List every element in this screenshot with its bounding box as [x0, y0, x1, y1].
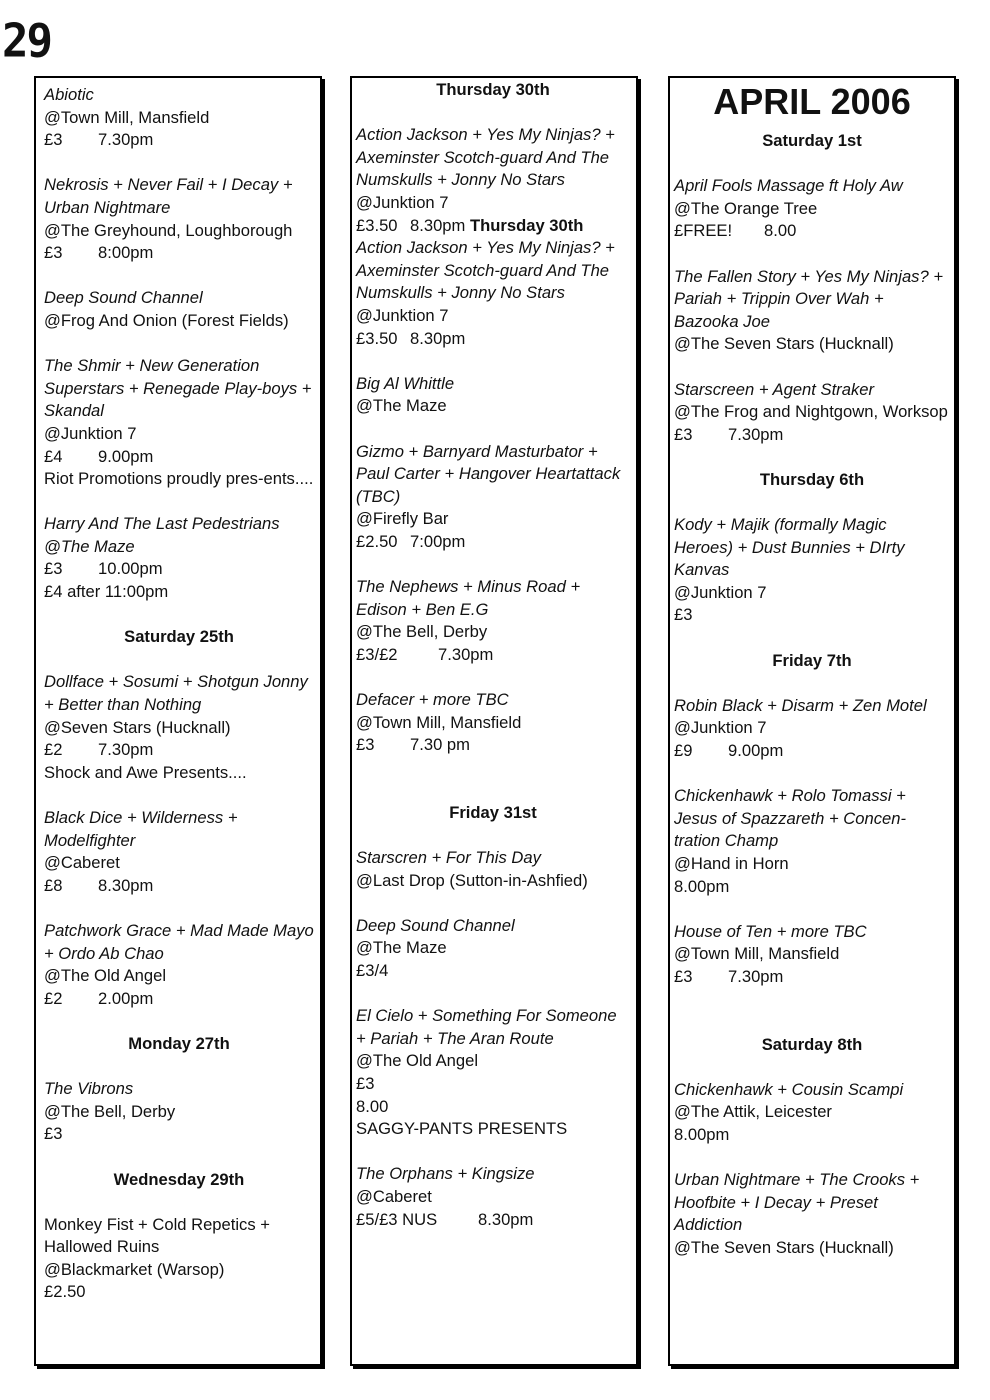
gig-time: 9.00pm [728, 741, 784, 761]
gig-promoter-note: Riot Promotions proudly pres-ents.... [44, 469, 314, 489]
gig-price: £3/£2 [356, 644, 398, 664]
gig-time: 8.30pm [410, 328, 466, 348]
gig-time: 9.00pm [98, 446, 154, 466]
gig-bands: Defacer + more TBC [356, 690, 509, 710]
gig-entry [356, 915, 630, 983]
gig-venue: @Junktion 7 [674, 718, 767, 738]
gig-extra-price: £4 after 11:00pm [44, 582, 169, 602]
gig-bands: The Vibrons [44, 1079, 134, 1099]
gig-time: 8:00pm [98, 243, 154, 263]
gig-entry [44, 174, 314, 264]
gig-price: £2.50 [44, 1282, 86, 1302]
gig-bands: Action Jackson + Yes My Ninjas? + Axeminster Scotch-guard And The Numskulls + Jonny No Stars [356, 125, 615, 190]
gig-venue: @Junktion 7 [674, 582, 767, 602]
gig-price-time [44, 988, 314, 1011]
gig-entry [44, 920, 314, 1010]
gig-price: £2 [44, 988, 63, 1008]
gig-price-time [674, 220, 950, 243]
gig-entry [44, 1078, 314, 1146]
gig-time: 10.00pm [98, 559, 163, 579]
gig-venue: @Junktion 7 [356, 305, 449, 325]
gig-price: £4 [44, 446, 63, 466]
gig-price-time [356, 531, 630, 554]
gig-venue: @The Maze [356, 938, 447, 958]
gig-time: 8.30pm [98, 875, 154, 895]
gig-venue: @Last Drop (Sutton-in-Ashfied) [356, 870, 588, 890]
gig-price: £3 [356, 1073, 375, 1093]
gig-bands: Patchwork Grace + Mad Made Mayo + Ordo Ab Chao [44, 920, 314, 963]
gig-entry [44, 84, 314, 152]
gig-bands: Chickenhawk + Rolo Tomassi + Jesus of Spazzareth + Concen-tration Champ [674, 786, 906, 851]
gig-bands: Gizmo + Barnyard Masturbator + Paul Carter + Hangover Heartattack (TBC) [356, 441, 621, 506]
gig-price: £3 [44, 559, 63, 579]
gig-bands: April Fools Massage ft Holy Aw [674, 176, 903, 196]
gig-price-time [356, 734, 630, 757]
gig-venue: @The Old Angel [356, 1051, 479, 1071]
date-heading: Friday 7th [772, 650, 852, 670]
gig-venue: @The Bell, Derby [44, 1101, 176, 1121]
gig-venue: @The Bell, Derby [356, 622, 488, 642]
gig-time: 8.30pm [410, 215, 466, 235]
gig-time: 7.30 pm [410, 735, 470, 755]
gig-price-time [674, 424, 950, 447]
date-heading-inline: Thursday 30th [469, 215, 584, 235]
gig-venue: @Junktion 7 [44, 423, 137, 443]
gig-venue: @Town Mill, Mansfield [674, 944, 840, 964]
gig-price: £3 [44, 243, 63, 263]
gig-time: 2.00pm [98, 988, 154, 1008]
gig-price: £3.50 [356, 328, 398, 348]
gig-price-time [356, 328, 630, 351]
page-number: 29 [2, 14, 51, 69]
gig-venue: @Town Mill, Mansfield [44, 107, 210, 127]
gig-bands: Action Jackson + Yes My Ninjas? + Axeminster Scotch-guard And The Numskulls + Jonny No Stars [356, 238, 615, 303]
gig-price: £3 [674, 605, 693, 625]
gig-promoter-note: SAGGY-PANTS PRESENTS [356, 1119, 568, 1139]
gig-venue: @The Seven Stars (Hucknall) [674, 1237, 894, 1257]
gig-venue: @Seven Stars (Hucknall) [44, 717, 231, 737]
gig-bands: Kody + Majik (formally Magic Heroes) + Dust Bunnies + DIrty Kanvas [674, 515, 905, 580]
gig-venue: @Caberet [44, 853, 120, 873]
gig-bands: Harry And The Last Pedestrians [44, 514, 280, 534]
date-heading: Thursday 6th [759, 469, 865, 489]
gig-bands: The Shmir + New Generation Superstars + Renegade Play-boys + Skandal [44, 356, 312, 421]
gig-venue: @Junktion 7 [356, 192, 449, 212]
date-heading: Thursday 30th [436, 80, 550, 99]
gig-time: 7.30pm [438, 644, 494, 664]
gig-entry [356, 1163, 630, 1231]
gig-entry [356, 576, 630, 666]
gig-bands: Starscreen + Agent Straker [674, 379, 874, 399]
gig-price-time [44, 242, 314, 265]
gig-bands: Big Al Whittle [356, 373, 455, 393]
gig-venue: @Firefly Bar [356, 509, 449, 529]
gig-venue: @The Orange Tree [674, 198, 818, 218]
gig-bands: El Cielo + Something For Someone + Pariah + The Aran Route [356, 1006, 617, 1048]
gig-entry [44, 1214, 314, 1304]
gig-venue: @The Maze [44, 536, 135, 556]
listings-column-3 [668, 76, 956, 1366]
gig-entry [674, 514, 950, 627]
gig-time: 7.30pm [98, 130, 154, 150]
gig-price: £2.50 [356, 531, 398, 551]
date-heading: Wednesday 29th [113, 1169, 245, 1189]
gig-promoter-note: Shock and Awe Presents.... [44, 762, 247, 782]
gig-price: £3 [44, 130, 63, 150]
gig-venue: @The Greyhound, Loughborough [44, 220, 293, 240]
gig-price-time [356, 1209, 630, 1232]
gig-time: 8.30pm [478, 1209, 534, 1229]
gig-entry [356, 847, 630, 892]
gig-entry [44, 671, 314, 784]
gig-bands: The Fallen Story + Yes My Ninjas? + Pariah + Trippin Over Wah + Bazooka Joe [674, 266, 944, 331]
gig-entry [44, 355, 314, 491]
gig-bands: Urban Nightmare + The Crooks + Hoofbite + I Decay + Preset Addiction [674, 1170, 920, 1235]
gig-price: £3 [674, 424, 693, 444]
gig-price: £3 [44, 1124, 63, 1144]
gig-price: £8 [44, 875, 63, 895]
gig-price: £5/£3 NUS [356, 1209, 438, 1229]
gig-venue: @Hand in Horn [674, 854, 789, 873]
gig-time: 8.00 [356, 1096, 389, 1116]
gig-entry [674, 175, 950, 243]
gig-venue: @The Old Angel [44, 966, 167, 986]
gig-entry [356, 237, 630, 350]
gig-time: 7.30pm [728, 966, 784, 986]
gig-entry [674, 695, 950, 763]
gig-entry [356, 1005, 630, 1141]
gig-price-time [674, 740, 950, 763]
date-heading: Saturday 8th [761, 1034, 863, 1054]
gig-entry [44, 513, 314, 603]
gig-bands: The Orphans + Kingsize [356, 1164, 535, 1184]
gig-time: 8.00 [764, 221, 797, 241]
date-heading: Saturday 25th [124, 627, 234, 647]
gig-bands: Deep Sound Channel [356, 915, 515, 935]
gig-bands: Abiotic [44, 85, 94, 104]
gig-price: £3/4 [356, 960, 389, 980]
listings-column-2 [350, 76, 638, 1366]
gig-price-time [674, 966, 950, 989]
gig-bands: Chickenhawk + Cousin Scampi [674, 1079, 904, 1099]
gig-price-time [44, 558, 314, 581]
date-heading: Monday 27th [128, 1033, 230, 1053]
gig-venue: @The Frog and Nightgown, Worksop [674, 402, 948, 422]
listings-column-1 [34, 76, 322, 1366]
gig-price: £3 [356, 735, 375, 755]
gig-price-time [356, 215, 630, 238]
gig-bands: Monkey Fist + Cold Repetics + Hallowed Ruins [44, 1214, 270, 1257]
gig-entry [674, 785, 950, 898]
gig-price-time [44, 739, 314, 762]
gig-bands: Nekrosis + Never Fail + I Decay + Urban Nightmare [44, 175, 293, 217]
gig-entry [674, 921, 950, 989]
date-heading: Friday 31st [449, 802, 537, 822]
gig-venue: @Frog And Onion (Forest Fields) [44, 310, 289, 330]
date-heading: Saturday 1st [762, 131, 862, 150]
gig-price-time [356, 644, 630, 667]
gig-venue: @The Attik, Leicester [674, 1102, 832, 1122]
gig-entry [356, 689, 630, 757]
gig-price-time [44, 446, 314, 469]
gig-price-time [44, 875, 314, 898]
gig-bands: Black Dice + Wilderness + Modelfighter [44, 808, 238, 850]
gig-bands: Robin Black + Disarm + Zen Motel [674, 695, 927, 715]
gig-bands: Starscren + For This Day [356, 848, 541, 867]
gig-price: £9 [674, 741, 693, 761]
gig-price: £3 [674, 966, 693, 986]
gig-entry [44, 287, 314, 332]
gig-time: 7.30pm [98, 740, 154, 760]
gig-entry [356, 441, 630, 554]
gig-entry [674, 1169, 950, 1259]
gig-time: 8.00pm [674, 1124, 730, 1144]
gig-time: 7:00pm [410, 531, 466, 551]
gig-entry [674, 266, 950, 356]
gig-bands: The Nephews + Minus Road + Edison + Ben E.G [356, 577, 581, 619]
gig-venue: @The Maze [356, 396, 447, 416]
gig-bands: Deep Sound Channel [44, 288, 203, 308]
gig-venue: @Blackmarket (Warsop) [44, 1259, 225, 1279]
gig-venue: @The Seven Stars (Hucknall) [674, 334, 894, 354]
gig-time: 7.30pm [728, 424, 784, 444]
gig-entry [44, 807, 314, 897]
gig-bands: House of Ten + more TBC [674, 921, 867, 941]
gig-bands: Dollface + Sosumi + Shotgun Jonny + Better than Nothing [44, 672, 308, 715]
gig-entry [356, 124, 630, 237]
gig-price-time [44, 129, 314, 152]
gig-price: £3.50 [356, 215, 398, 235]
gig-entry [674, 1079, 950, 1147]
gig-entry [674, 379, 950, 447]
gig-venue: @Caberet [356, 1186, 432, 1206]
gig-venue: @Town Mill, Mansfield [356, 712, 522, 732]
month-title: APRIL 2006 [713, 81, 911, 122]
gig-price: £FREE! [674, 221, 733, 241]
gig-entry [356, 373, 630, 418]
gig-price: £2 [44, 740, 63, 760]
gig-time: 8.00pm [674, 876, 730, 896]
